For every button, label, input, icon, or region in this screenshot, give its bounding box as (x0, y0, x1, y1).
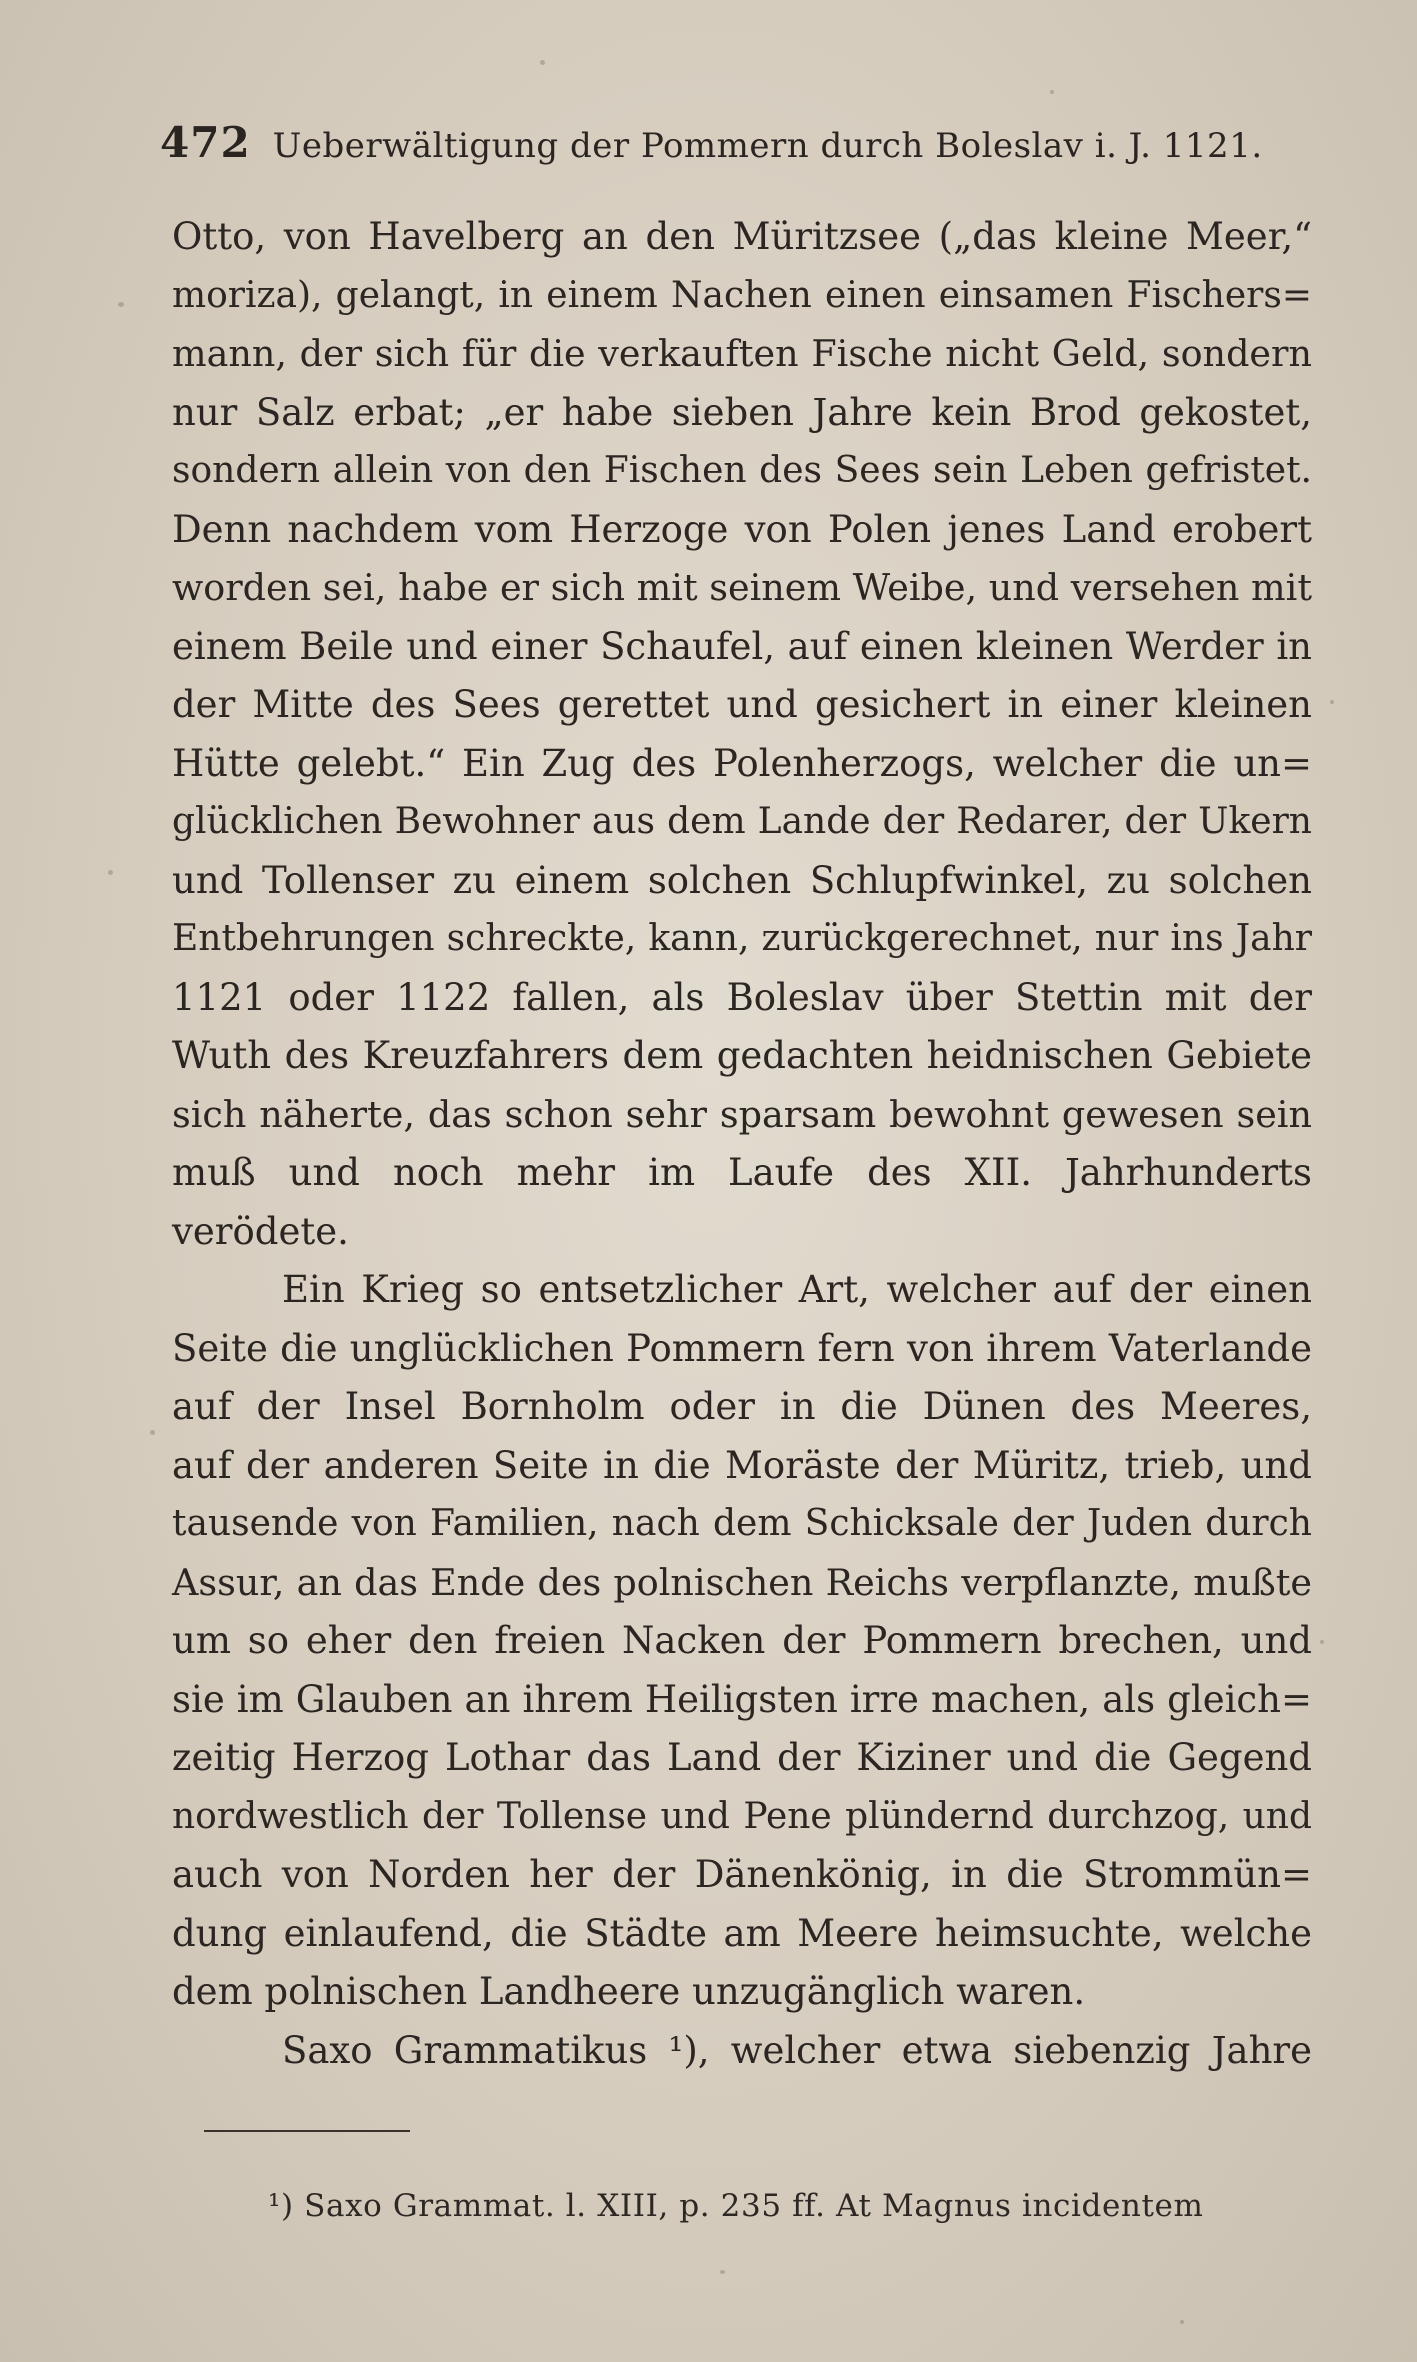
paper-speck (108, 870, 113, 875)
text-line: und Tollenser zu einem solchen Schlupfwinkel, zu solchen (172, 858, 1312, 902)
paper-speck (1330, 700, 1334, 704)
text-line: Hütte gelebt.“ Ein Zug des Polenherzogs, welcher die un= (172, 741, 1312, 785)
paper-speck (1050, 90, 1054, 94)
paper-speck (1320, 1640, 1324, 1644)
text-line: zeitig Herzog Lothar das Land der Kiziner und die Gegend (172, 1736, 1312, 1779)
text-line: verödete. (172, 1209, 349, 1253)
text-line: dem polnischen Landheere unzugänglich waren. (172, 1970, 1086, 2013)
text-line: Otto, von Havelberg an den Müritzsee („das kleine Meer,“ (172, 215, 1312, 258)
text-line: um so eher den freien Nacken der Pommern brechen, und (172, 1619, 1312, 1662)
paper-speck (118, 302, 124, 307)
text-line: dung einlaufend, die Städte am Meere heimsuchte, welche (172, 1911, 1312, 1955)
text-line: auf der anderen Seite in die Moräste der Müritz, trieb, und (172, 1443, 1312, 1487)
text-line: mann, der sich für die verkauften Fische nicht Geld, sondern (172, 332, 1312, 375)
text-line: auf der Insel Bornholm oder in die Dünen des Meeres, (172, 1385, 1312, 1428)
text-line: worden sei, habe er sich mit seinem Weibe, und versehen mit (172, 566, 1312, 609)
text-line: Denn nachdem vom Herzoge von Polen jenes Land erobert (172, 507, 1312, 551)
footnote-divider (204, 2130, 410, 2132)
page-number: 472 (160, 118, 251, 167)
text-line: auch von Norden her der Dänenkönig, in die Strommün= (172, 1853, 1312, 1896)
text-line: glücklichen Bewohner aus dem Lande der Redarer, der Ukern (172, 801, 1312, 842)
page-header (160, 118, 1280, 178)
text-line: Seite die unglücklichen Pommern fern von ihrem Vaterlande (172, 1326, 1312, 1370)
text-line: Entbehrungen schreckte, kann, zurückgerechnet, nur ins Jahr (172, 918, 1312, 959)
text-line: der Mitte des Sees gerettet und gesichert in einer kleinen (172, 683, 1312, 726)
text-line: Ein Krieg so entsetzlicher Art, welcher auf der einen (282, 1268, 1312, 1311)
paper-speck (720, 2270, 725, 2274)
paper-speck (540, 60, 545, 65)
paper-speck (1180, 2320, 1184, 2324)
running-head: Ueberwältigung der Pommern durch Boleslav i. J. 1121. (272, 126, 1263, 166)
text-line: Wuth des Kreuzfahrers dem gedachten heidnischen Gebiete (172, 1034, 1312, 1077)
text-line: moriza), gelangt, in einem Nachen einen einsamen Fischers= (172, 274, 1312, 316)
text-line: muß und noch mehr im Laufe des XII. Jahrhunderts (172, 1151, 1312, 1194)
text-line: Saxo Grammatikus ¹), welcher etwa siebenzig Jahre (282, 2028, 1312, 2072)
body-text (172, 208, 1312, 2080)
text-line: sie im Glauben an ihrem Heiligsten irre machen, als gleich= (172, 1677, 1312, 1721)
text-line: einem Beile und einer Schaufel, auf einen kleinen Werder in (172, 624, 1312, 668)
text-line: sondern allein von den Fischen des Sees sein Leben gefristet. (172, 450, 1312, 491)
text-line: 1121 oder 1122 fallen, als Boleslav über Stettin mit der (172, 975, 1312, 1019)
text-line: tausende von Familien, nach dem Schicksale der Juden durch (172, 1503, 1312, 1544)
paper-speck (150, 1430, 155, 1435)
text-line: sich näherte, das schon sehr sparsam bewohnt gewesen sein (172, 1092, 1312, 1136)
footnote: ¹) Saxo Grammat. l. XIII, p. 235 ff. At Magnus incidentem (268, 2188, 1204, 2224)
text-line: nur Salz erbat; „er habe sieben Jahre kein Brod gekostet, (172, 390, 1312, 434)
text-line: Assur, an das Ende des polnischen Reichs verpflanzte, mußte (172, 1560, 1312, 1604)
text-line: nordwestlich der Tollense und Pene plündernd durchzog, und (172, 1795, 1312, 1837)
